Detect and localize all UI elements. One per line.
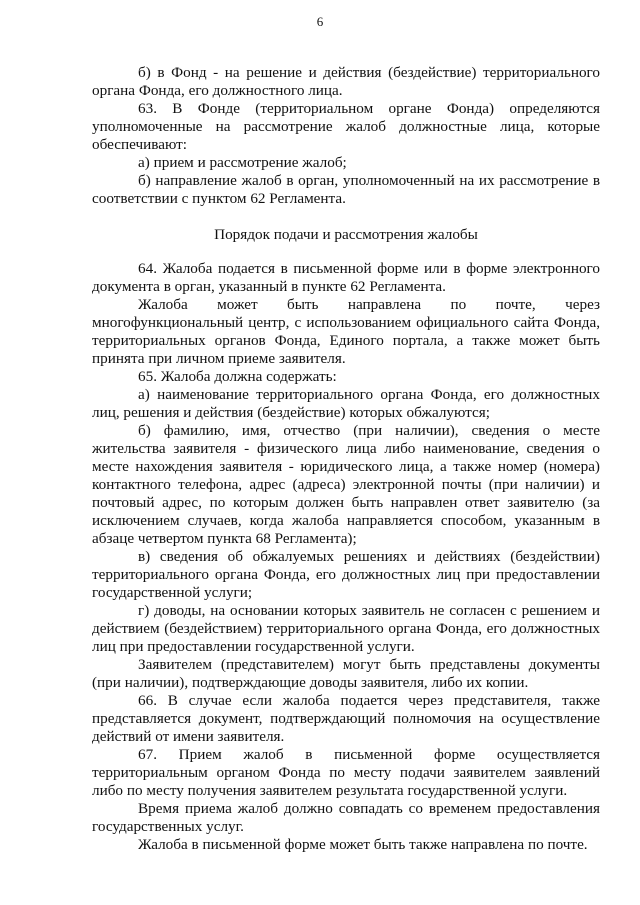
paragraph: Заявителем (представителем) могут быть представлены документы (при наличии), подтверждающие доводы заявителя, либо их копии. bbox=[92, 656, 600, 691]
paragraph: а) прием и рассмотрение жалоб; bbox=[138, 154, 347, 171]
paragraph: б) направление жалоб в орган, уполномоченный на их рассмотрение в соответствии с пунктом 62 Регламента. bbox=[92, 172, 600, 207]
paragraph: 63. В Фонде (территориальном органе Фонда) определяются уполномоченные на рассмотрение жалоб должностные лица, которые обеспечивают: bbox=[92, 100, 600, 153]
paragraph: 65. Жалоба должна содержать: bbox=[138, 368, 337, 385]
page-number: 6 bbox=[316, 14, 324, 29]
paragraph: 64. Жалоба подается в письменной форме или в форме электронного документа в орган, указанный в пункте 62 Регламента. bbox=[92, 260, 600, 295]
paragraph: Жалоба может быть направлена по почте, через многофункциональный центр, с использованием официального сайта Фонда, территориальных органов Фонда, Единого портала, а также может быть принята при личном приеме заявителя. bbox=[92, 296, 600, 367]
paragraph: г) доводы, на основании которых заявитель не согласен с решением и действием (бездействием) территориального органа Фонда, его должностных лиц при предоставлении государственной услуги. bbox=[92, 602, 600, 655]
paragraph: 67. Прием жалоб в письменной форме осуществляется территориальным органом Фонда по месту подачи заявителем заявлений либо по месту получения заявителем результата государственной услуги. bbox=[92, 746, 600, 799]
paragraph: б) в Фонд - на решение и действия (бездействие) территориального органа Фонда, его должностного лица. bbox=[92, 64, 600, 99]
paragraph: а) наименование территориального органа Фонда, его должностных лиц, решения и действия (бездействие) которых обжалуются; bbox=[92, 386, 600, 421]
paragraph: б) фамилию, имя, отчество (при наличии), сведения о месте жительства заявителя - физического лица либо наименование, сведения о месте нахождения заявителя - юридического лица, а также номер (номера) контактного телефона, адрес (адреса) электронной почты (при наличии) и почтовый адрес, по которым должен быть направлен ответ заявителю (за исключением случаев, когда жалоба направляется способом, указанным в абзаце четвертом пункта 68 Регламента); bbox=[92, 422, 600, 547]
paragraph: 66. В случае если жалоба подается через представителя, также представляется документ, подтверждающий полномочия на осуществление действий от имени заявителя. bbox=[92, 692, 600, 745]
section-heading: Порядок подачи и рассмотрения жалобы bbox=[214, 226, 478, 243]
paragraph: Время приема жалоб должно совпадать со временем предоставления государственных услуг. bbox=[92, 800, 600, 835]
paragraph: в) сведения об обжалуемых решениях и действиях (бездействии) территориального органа Фонда, его должностных лиц при предоставлении государственной услуги; bbox=[92, 548, 600, 601]
document-body bbox=[92, 64, 600, 854]
paragraph: Жалоба в письменной форме может быть также направлена по почте. bbox=[138, 836, 588, 853]
